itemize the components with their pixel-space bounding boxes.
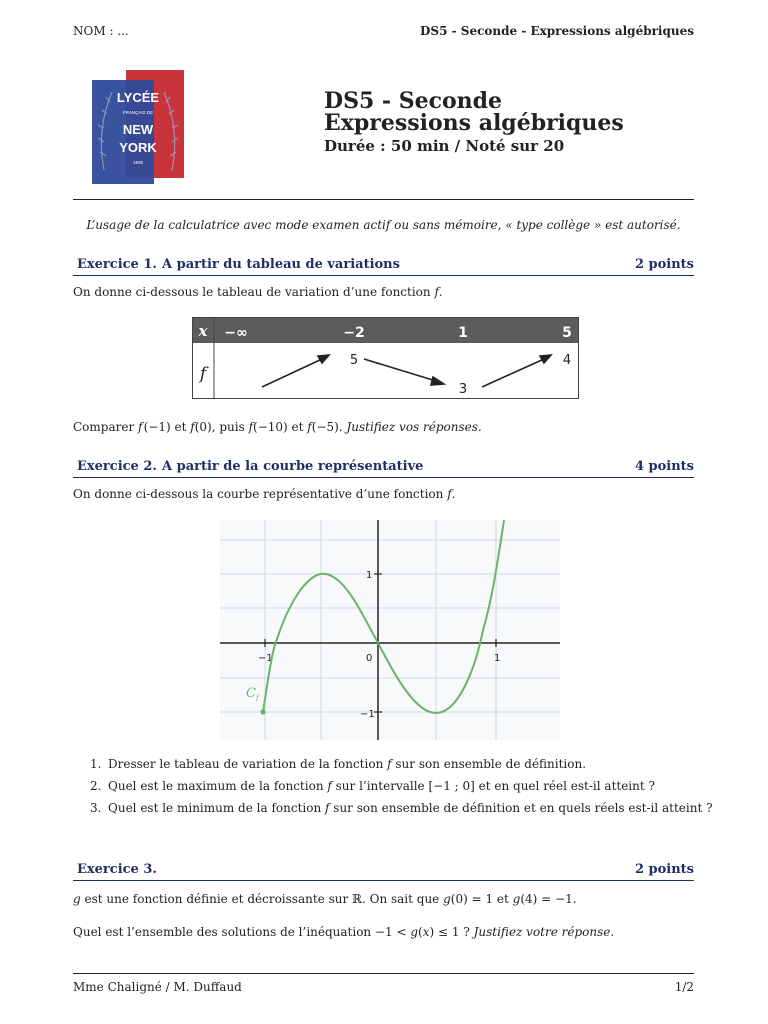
exercise-3-points: 2 points [634,862,694,877]
tick-label-origin: 0 [366,653,373,664]
question-number: 3. [90,801,102,815]
function-g-4: g [410,925,419,939]
school-logo [90,70,186,186]
exercise-1-intro-end: . [438,285,443,299]
logo-text-new: NEW [122,122,154,137]
question-text: Quel est le maximum de la fonction [108,779,328,793]
arrow-increasing-1 [262,359,322,387]
tick-label-x-1: 1 [494,653,501,664]
statement-text-3: (4) = −1. [520,892,577,906]
q-text-5: (−5). [311,420,347,434]
statement-text-1: est une fonction définie et décroissante sur ℝ. On sait que [80,892,444,906]
variation-table-f-label: f [199,364,207,384]
page-subtitle: Expressions algébriques [324,110,624,136]
exercise-2-intro-text: On donne ci-dessous la courbe représentative d’une fonction [73,487,448,501]
exercise-2-title: A partir de la courbe représentative [162,459,424,474]
function-graph [220,520,560,740]
tick-label-y-minus-1: −1 [360,709,375,720]
page-number: 1/2 [674,980,694,994]
header-divider [73,199,694,200]
logo-text-york: YORK [119,140,157,155]
function-g: g [73,892,81,906]
q-text-3: (0), puis [194,420,249,434]
q-f-3: f [248,420,254,434]
f-value-4: 4 [562,353,572,368]
exercise-2-intro-end: . [451,487,456,501]
curve-start-point [260,709,265,714]
question-text-2: ) ≤ 1 ? [429,925,474,939]
q-text-1: Comparer [73,420,139,434]
variation-table-header [192,317,579,343]
statement-text-2: (0) = 1 et [450,892,513,906]
question-justify: Justifiez votre réponse. [473,925,615,939]
function-g-2: g [443,892,451,906]
calculator-note: L’usage de la calculatrice avec mode examen actif ou sans mémoire, « type collège » est autorisé. [86,218,681,232]
curve-label-c: C [246,686,256,701]
question-number: 2. [90,779,102,793]
exercise-1-points: 2 points [634,257,694,272]
q-text-2: (−1) et [143,420,191,434]
header-student-name: NOM : ... [73,24,129,38]
function-name-2: f [447,487,452,501]
tick-label-y-1: 1 [366,570,373,581]
q-justify: Justifiez vos réponses. [346,420,482,434]
q-f-1: f [138,420,143,434]
exercise-1-intro [73,285,443,299]
question-f: f [387,757,392,771]
exercise-1-intro-text: On donne ci-dessous le tableau de variation d’une fonction [73,285,435,299]
duration-line: Durée : 50 min / Noté sur 20 [324,137,565,155]
exercise-1-number: Exercice 1. [77,257,157,272]
question-text: Quel est le minimum de la fonction [108,801,326,815]
arrow-decreasing [364,359,436,381]
list-item [90,779,713,801]
tick-label-x-minus-1: −1 [258,653,273,664]
f-value-3: 3 [458,382,468,397]
x-value-minus-infinity: −∞ [224,325,248,341]
question-f: f [325,801,330,815]
question-f: f [327,779,332,793]
footer-authors: Mme Chaligné / M. Duffaud [73,980,242,994]
exercise-1-title: A partir du tableau de variations [162,257,400,272]
exercise-2-questions [90,757,713,823]
function-name: f [434,285,439,299]
exercise-2-intro [73,487,455,501]
logo-text-lycee: LYCÉE [116,90,160,105]
question-text-1: Quel est l’ensemble des solutions de l’inéquation −1 < [73,925,411,939]
variable-x: x [422,925,430,939]
exercise-3-statement [73,892,577,906]
exercise-3-question [73,925,614,939]
f-value-5: 5 [349,353,359,368]
exercise-1-header [73,257,694,276]
x-value-1: 1 [458,325,468,341]
function-g-3: g [512,892,521,906]
q-f-4: f [307,420,312,434]
question-text-end: sur l’intervalle [−1 ; 0] et en quel réel est-il atteint ? [331,779,655,793]
question-number: 1. [90,757,102,771]
x-value-5: 5 [562,325,572,341]
logo-text-francais: FRANÇAIS DE [122,110,154,115]
exercise-2-points: 4 points [634,459,694,474]
logo-text-year: 1935 [132,160,144,165]
q-text-4: (−10) et [253,420,308,434]
header-test-title: DS5 - Seconde - Expressions algébriques [420,24,694,38]
exercise-2-number: Exercice 2. [77,459,157,474]
x-value-minus-2: −2 [343,325,365,341]
exercise-3-number: Exercice 3. [77,862,157,877]
question-text-end: sur son ensemble de définition. [391,757,587,771]
variation-table-x-label: x [198,322,208,340]
q-f-2: f [190,420,195,434]
list-item [90,801,713,823]
question-text: Dresser le tableau de variation de la fonction [108,757,388,771]
exercise-2-header [73,459,694,478]
question-text-end: sur son ensemble de définition et en quels réels est-il atteint ? [329,801,713,815]
curve-label-subscript: f [255,694,259,702]
exercise-1-question [73,420,482,434]
footer-divider [73,973,694,974]
exercise-3-header [73,862,694,881]
question-paren-open: ( [418,925,423,939]
variation-table [192,317,579,399]
list-item [90,757,713,779]
arrow-increasing-2 [482,359,544,387]
title-block [324,90,624,155]
page-title: DS5 - Seconde [324,88,503,114]
